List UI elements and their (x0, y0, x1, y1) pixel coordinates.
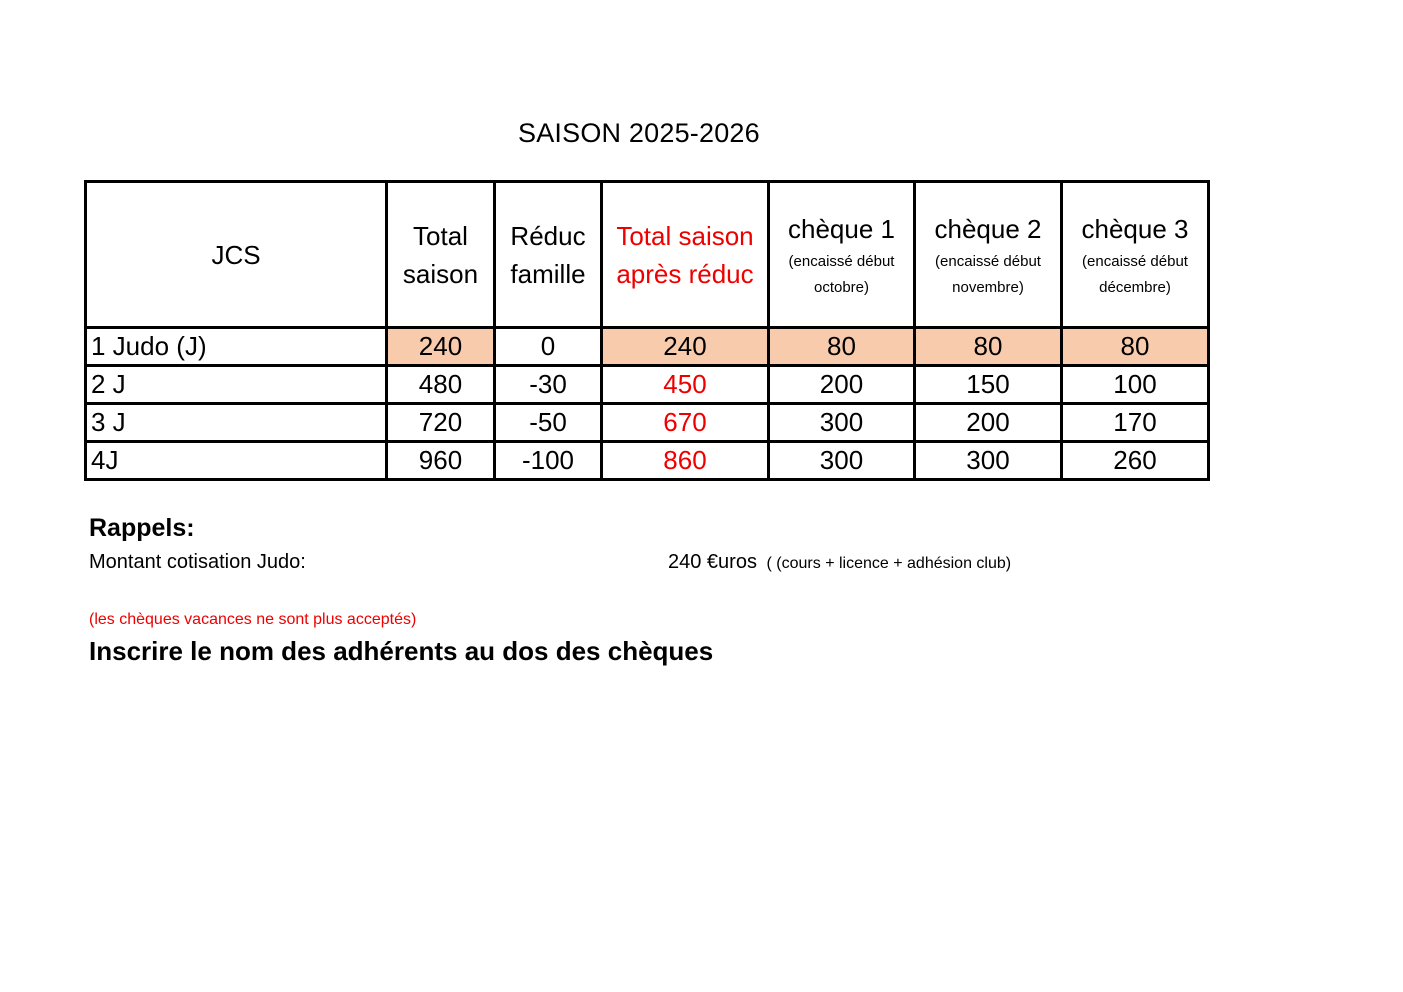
montant-value: 240 €uros (668, 551, 757, 573)
rappels-heading: Rappels: (89, 514, 195, 542)
row-label: 2 J (86, 366, 387, 404)
table-row (86, 404, 1209, 442)
header-total-apres-reduc: Total saison après réduc (602, 182, 769, 328)
table-row (86, 366, 1209, 404)
header-reduc-famille: Réduc famille (495, 182, 602, 328)
row-label: 1 Judo (J) (86, 328, 387, 366)
cell-cheque-1: 300 (769, 404, 915, 442)
montant-value-line (668, 551, 1011, 574)
vacances-note: (les chèques vacances ne sont plus acceptés) (89, 611, 417, 628)
row-label: 3 J (86, 404, 387, 442)
cell-total: 240 (387, 328, 495, 366)
page-title: SAISON 2025-2026 (518, 118, 760, 148)
cell-cheque-1: 80 (769, 328, 915, 366)
header-total-saison: Total saison (387, 182, 495, 328)
cell-cheque-2: 80 (915, 328, 1062, 366)
cell-cheque-1: 200 (769, 366, 915, 404)
cell-cheque-3: 100 (1062, 366, 1209, 404)
row-label: 4J (86, 442, 387, 480)
cell-cheque-2: 200 (915, 404, 1062, 442)
cell-cheque-3: 260 (1062, 442, 1209, 480)
cell-cheque-2: 300 (915, 442, 1062, 480)
montant-note: ( (cours + licence + adhésion club) (766, 555, 1012, 572)
montant-label: Montant cotisation Judo: (89, 551, 306, 573)
pricing-table (84, 180, 1210, 481)
cell-reduc: -50 (495, 404, 602, 442)
table-row (86, 442, 1209, 480)
cell-total: 480 (387, 366, 495, 404)
cell-cheque-3: 80 (1062, 328, 1209, 366)
header-cheque-1: chèque 1 (encaissé début octobre) (769, 182, 915, 328)
cell-cheque-2: 150 (915, 366, 1062, 404)
table-row (86, 328, 1209, 366)
cell-reduc: -30 (495, 366, 602, 404)
cell-total: 960 (387, 442, 495, 480)
cell-apres: 670 (602, 404, 769, 442)
cell-apres: 450 (602, 366, 769, 404)
cell-cheque-3: 170 (1062, 404, 1209, 442)
table-header-row (86, 182, 1209, 328)
cell-total: 720 (387, 404, 495, 442)
cell-apres: 240 (602, 328, 769, 366)
header-jcs: JCS (86, 182, 387, 328)
cell-reduc: 0 (495, 328, 602, 366)
cell-cheque-1: 300 (769, 442, 915, 480)
inscrire-instruction: Inscrire le nom des adhérents au dos des chèques (89, 636, 714, 666)
header-cheque-3: chèque 3 (encaissé début décembre) (1062, 182, 1209, 328)
cell-apres: 860 (602, 442, 769, 480)
header-cheque-2: chèque 2 (encaissé début novembre) (915, 182, 1062, 328)
cell-reduc: -100 (495, 442, 602, 480)
